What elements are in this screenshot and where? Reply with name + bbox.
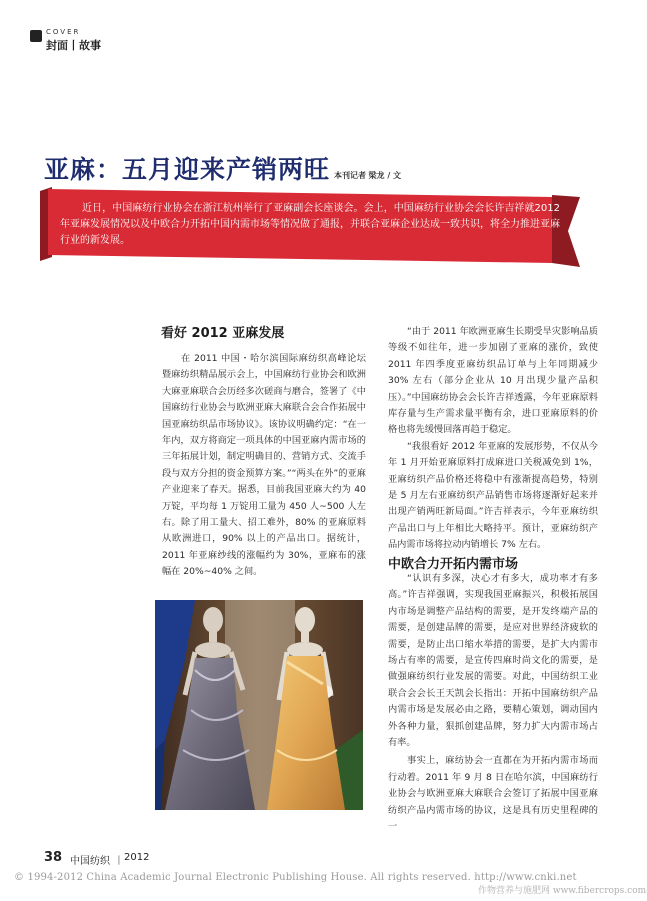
footer-year: 2012: [124, 852, 150, 863]
left-column: [162, 351, 366, 581]
right-paragraph-2: “我很看好 2012 年亚麻的发展形势，不仅从今年 1 月开始亚麻原料打成麻进口关税减免到 1%，亚麻纺织产品价格还将稳中有涨渐提高趋势，特别是 5 月左右亚麻纺织产品销售市场将逐渐好起来并出现产销两旺新局面。”许吉祥表示，今年亚麻纺织产品出口与上年相比大略持平。预计，亚麻纺织产品内需市场将拉动内销增长 7% 左右。: [388, 440, 598, 551]
mannequin-photo: [155, 600, 363, 810]
cover-label-cn: 封面丨故事: [46, 39, 101, 52]
magazine-name: 中国纺织: [70, 856, 110, 867]
site-watermark: 作物营养与施肥网 www.fibercrops.com: [478, 886, 647, 896]
section1-paragraph: 在 2011 中国・哈尔滨国际麻纺织高峰论坛暨麻纺织精品展示会上，中国麻纺行业协会和欧洲大麻亚麻联合会历经多次磋商与磨合，签署了《中国麻纺行业协会与欧洲亚麻大麻联合会合作拓展中国亚麻纺织品市场协议》。该协议明确约定：“在一年内，双方将商定一项具体的中国亚麻内需市场的三年拓展计划，制定明确目的、营销方式、交流手段与双方分担的资金预算方案。”“两头在外”的亚麻产业迎来了春天。据悉，目前我国亚麻大约为 40 万锭，平均每 1 万锭用工量为 450 人~500 人左右。除了用工量大、招工难外，80% 的亚麻原料从欧洲进口，90% 以上的产品出口。据统计，2011 年亚麻纱线的涨幅约为 30%，亚麻布的涨幅在 20%~40% 之间。: [162, 353, 366, 578]
cover-logo-icon: [30, 30, 42, 42]
right-column-bottom: [388, 571, 598, 838]
cover-label-en: COVER: [46, 28, 81, 36]
section2-paragraph-2: 事实上，麻纺协会一直都在为开拓内需市场而行动着。2011 年 9 月 8 日在哈尔滨，中国麻纺行业协会与欧洲亚麻大麻联合会签订了拓展中国亚麻纺织产品内需市场的协议，这是具有历史里程碑的一: [388, 755, 598, 833]
lead-paragraph: 近日，中国麻纺行业协会在浙江杭州举行了亚麻副会长座谈会。会上，中国麻纺行业协会会长许吉祥就2012年亚麻发展情况以及中欧合力开拓中国内需市场等情况做了通报，并联合亚麻企业达成一致共识，将全力推进亚麻行业的新发展。: [60, 203, 560, 246]
section2-paragraph-1: “认识有多深，决心才有多大，成功率才有多高。”许吉祥强调，实现我国亚麻振兴，积极拓展国内市场是调整产品结构的需要，是开发终端产品的需要，是创建品牌的需要，是应对世界经济疲软的需要，是防止出口缩水举措的需要，是扩大内需市场占有率的需要，是宣传四麻时尚文化的需要，是做强麻纺织行业发展的需要。对此，中国纺织工业联合会会长王天凯会长指出：开拓中国麻纺织产品内需市场是发展必由之路，要精心策划，调动国内外各种力量，狠抓创建品牌，努力扩大内需市场占有率。: [388, 573, 598, 749]
copyright-line: © 1994-2012 China Academic Journal Electronic Publishing House. All rights reserved. http://www.cnki.net: [14, 872, 577, 883]
byline-author: 梁龙 / 文: [368, 171, 402, 180]
lead-ribbon: [40, 187, 580, 271]
cover-tag: [30, 28, 120, 54]
byline: [334, 170, 401, 181]
footer-separator: 丨: [114, 856, 124, 867]
right-paragraph-1: “由于 2011 年欧洲亚麻生长期受旱灾影响品质等级不如往年，进一步加剧了亚麻的涨价，致使 2011 年四季度亚麻纺织品订单与上年同期减少 30% 左右（部分企业从 10 月出现少量产品积压）。”中国麻纺协会会长许吉祥透露，今年亚麻原料库存量与生产需求量平衡有余，进口亚麻原料的价格也将先缓慢回落再趋于稳定。: [388, 326, 598, 436]
page-number: 38: [44, 850, 63, 865]
article-title: 亚麻：五月迎来产销两旺: [44, 155, 331, 184]
section1-heading: 看好 2012 亚麻发展: [161, 326, 285, 341]
right-column-top: [388, 324, 598, 554]
section2-heading: 中欧合力开拓内需市场: [388, 557, 519, 572]
byline-label: 本刊记者: [334, 171, 366, 180]
